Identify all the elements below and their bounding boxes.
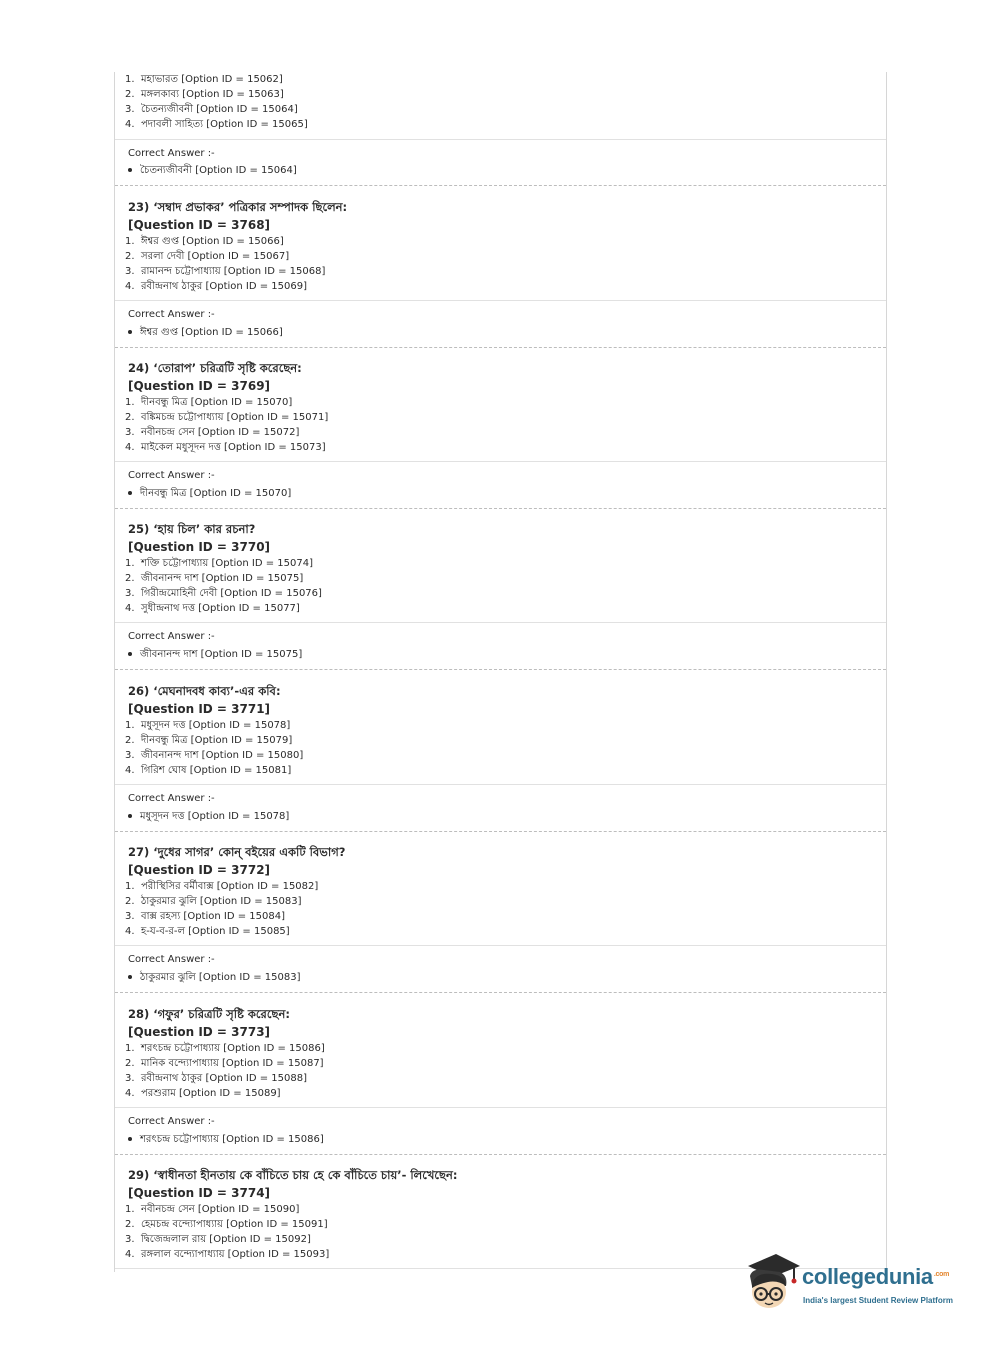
- options-list: [125, 879, 318, 939]
- options-list: [125, 1041, 325, 1101]
- question-paper-frame: [114, 72, 887, 1272]
- option-item: 4. হ-য-ব-র-ল [Option ID = 15085]: [125, 926, 290, 937]
- options-list: [125, 395, 328, 455]
- bullet-icon: [128, 168, 132, 172]
- option-item: 4. পদাবলী সাহিত্য [Option ID = 15065]: [125, 119, 308, 130]
- option-item: 3. দ্বিজেন্দ্রলাল রায় [Option ID = 15092]: [125, 1234, 311, 1245]
- option-item: 4. সুধীন্দ্রনাথ দত্ত [Option ID = 15077]: [125, 603, 300, 614]
- options-list: [125, 72, 308, 132]
- option-item: 2. ঠাকুরমার ঝুলি [Option ID = 15083]: [125, 896, 302, 907]
- question-separator: [115, 185, 886, 186]
- question-title: 27) ‘দুধের সাগর’ কোন্ বইয়ের একটি বিভাগ?: [128, 845, 346, 859]
- option-item: 2. সরলা দেবী [Option ID = 15067]: [125, 251, 290, 262]
- question-separator: [115, 508, 886, 509]
- question-title: 29) ‘স্বাধীনতা হীনতায় কে বাঁচিতে চায় হে কে বাঁচিতে চায়’- লিখেছেন:: [128, 1168, 458, 1182]
- correct-answer-label: Correct Answer :-: [128, 1116, 215, 1127]
- option-item: 3. বাক্স রহস্য [Option ID = 15084]: [125, 911, 285, 922]
- question-title: 26) ‘মেঘনাদবধ কাব্য’-এর কবি:: [128, 684, 281, 698]
- bullet-icon: [128, 330, 132, 334]
- question-id: [Question ID = 3771]: [128, 702, 271, 716]
- option-item: 3. রবীন্দ্রনাথ ঠাকুর [Option ID = 15088]: [125, 1073, 308, 1084]
- option-item: 4. গিরিশ ঘোষ [Option ID = 15081]: [125, 765, 292, 776]
- bullet-icon: [128, 1137, 132, 1141]
- divider: [115, 622, 886, 623]
- bullet-icon: [128, 814, 132, 818]
- divider: [115, 784, 886, 785]
- correct-answer-value: চৈতন্যজীবনী [Option ID = 15064]: [128, 164, 297, 178]
- brand-tagline: India's largest Student Review Platform: [803, 1296, 953, 1305]
- option-item: 1. শক্তি চট্টোপাধ্যায় [Option ID = 15074]: [125, 558, 314, 569]
- bullet-icon: [128, 652, 132, 656]
- option-item: 3. নবীনচন্দ্র সেন [Option ID = 15072]: [125, 427, 300, 438]
- correct-answer-value: জীবনানন্দ দাশ [Option ID = 15075]: [128, 648, 302, 662]
- option-item: 3. রামানন্দ চট্টোপাধ্যায় [Option ID = 15068]: [125, 266, 326, 277]
- options-list: [125, 556, 322, 616]
- question-id: [Question ID = 3769]: [128, 379, 271, 393]
- option-item: 1. দীনবন্ধু মিত্র [Option ID = 15070]: [125, 397, 293, 408]
- option-item: 1. শরৎচন্দ্র চট্টোপাধ্যায় [Option ID = 15086]: [125, 1043, 325, 1054]
- question-title: 23) ‘সম্বাদ প্রভাকর’ পত্রিকার সম্পাদক ছিলেন:: [128, 200, 348, 214]
- option-item: 4. রবীন্দ্রনাথ ঠাকুর [Option ID = 15069]: [125, 281, 308, 292]
- option-item: 3. জীবনানন্দ দাশ [Option ID = 15080]: [125, 750, 304, 761]
- option-item: 4. পরশুরাম [Option ID = 15089]: [125, 1088, 281, 1099]
- divider: [115, 300, 886, 301]
- question-title: 24) ‘তোরাপ’ চরিত্রটি সৃষ্টি করেছেন:: [128, 361, 302, 375]
- option-item: 2. হেমচন্দ্র বন্দ্যোপাধ্যায় [Option ID = 15091]: [125, 1219, 328, 1230]
- divider: [115, 945, 886, 946]
- divider: [115, 139, 886, 140]
- option-item: 1. ঈশ্বর গুপ্ত [Option ID = 15066]: [125, 236, 284, 247]
- option-item: 1. মহাভারত [Option ID = 15062]: [125, 74, 283, 85]
- correct-answer-label: Correct Answer :-: [128, 793, 215, 804]
- options-list: [125, 718, 303, 778]
- option-item: 4. মাইকেল মধুসূদন দত্ত [Option ID = 15073]: [125, 442, 326, 453]
- option-item: 2. মানিক বন্দ্যোপাধ্যায় [Option ID = 15087]: [125, 1058, 324, 1069]
- correct-answer-value: মধুসূদন দত্ত [Option ID = 15078]: [128, 810, 289, 824]
- question-separator: [115, 831, 886, 832]
- bullet-icon: [128, 975, 132, 979]
- option-item: 1. পরীস্থিসির বর্মীবাক্স [Option ID = 15082]: [125, 881, 319, 892]
- option-item: 2. দীনবন্ধু মিত্র [Option ID = 15079]: [125, 735, 293, 746]
- correct-answer-value: ঈশ্বর গুপ্ত [Option ID = 15066]: [128, 326, 283, 340]
- option-item: 4. রঙ্গলাল বন্দ্যোপাধ্যায় [Option ID = 15093]: [125, 1249, 330, 1260]
- question-separator: [115, 347, 886, 348]
- question-title: 25) ‘হায় চিল’ কার রচনা?: [128, 522, 256, 536]
- options-list: [125, 1202, 329, 1262]
- question-separator: [115, 992, 886, 993]
- question-separator: [115, 1154, 886, 1155]
- option-item: 2. বঙ্কিমচন্দ্র চট্টোপাধ্যায় [Option ID = 15071]: [125, 412, 329, 423]
- option-item: 3. গিরীন্দ্রমোহিনী দেবী [Option ID = 15076]: [125, 588, 322, 599]
- options-list: [125, 234, 325, 294]
- correct-answer-value: দীনবন্ধু মিত্র [Option ID = 15070]: [128, 487, 291, 501]
- correct-answer-label: Correct Answer :-: [128, 309, 215, 320]
- divider: [115, 1107, 886, 1108]
- option-item: 3. চৈতন্যজীবনী [Option ID = 15064]: [125, 104, 298, 115]
- question-id: [Question ID = 3772]: [128, 863, 271, 877]
- question-id: [Question ID = 3770]: [128, 540, 271, 554]
- correct-answer-label: Correct Answer :-: [128, 470, 215, 481]
- option-item: 2. জীবনানন্দ দাশ [Option ID = 15075]: [125, 573, 304, 584]
- bullet-icon: [128, 491, 132, 495]
- correct-answer-label: Correct Answer :-: [128, 148, 215, 159]
- question-id: [Question ID = 3774]: [128, 1186, 271, 1200]
- question-id: [Question ID = 3768]: [128, 218, 271, 232]
- correct-answer-value: ঠাকুরমার ঝুলি [Option ID = 15083]: [128, 971, 301, 985]
- correct-answer-label: Correct Answer :-: [128, 954, 215, 965]
- question-title: 28) ‘গফুর’ চরিত্রটি সৃষ্টি করেছেন:: [128, 1007, 290, 1021]
- option-item: 2. মঙ্গলকাব্য [Option ID = 15063]: [125, 89, 284, 100]
- collegedunia-logo: [742, 1250, 972, 1320]
- student-mascot-icon: [742, 1250, 802, 1312]
- brand-name: collegedunia$^{.com}$: [802, 1264, 950, 1289]
- question-separator: [115, 669, 886, 670]
- divider: [115, 461, 886, 462]
- option-item: 1. নবীনচন্দ্র সেন [Option ID = 15090]: [125, 1204, 300, 1215]
- correct-answer-value: শরৎচন্দ্র চট্টোপাধ্যায় [Option ID = 15086]: [128, 1133, 324, 1147]
- option-item: 1. মধুসূদন দত্ত [Option ID = 15078]: [125, 720, 291, 731]
- question-id: [Question ID = 3773]: [128, 1025, 271, 1039]
- correct-answer-label: Correct Answer :-: [128, 631, 215, 642]
